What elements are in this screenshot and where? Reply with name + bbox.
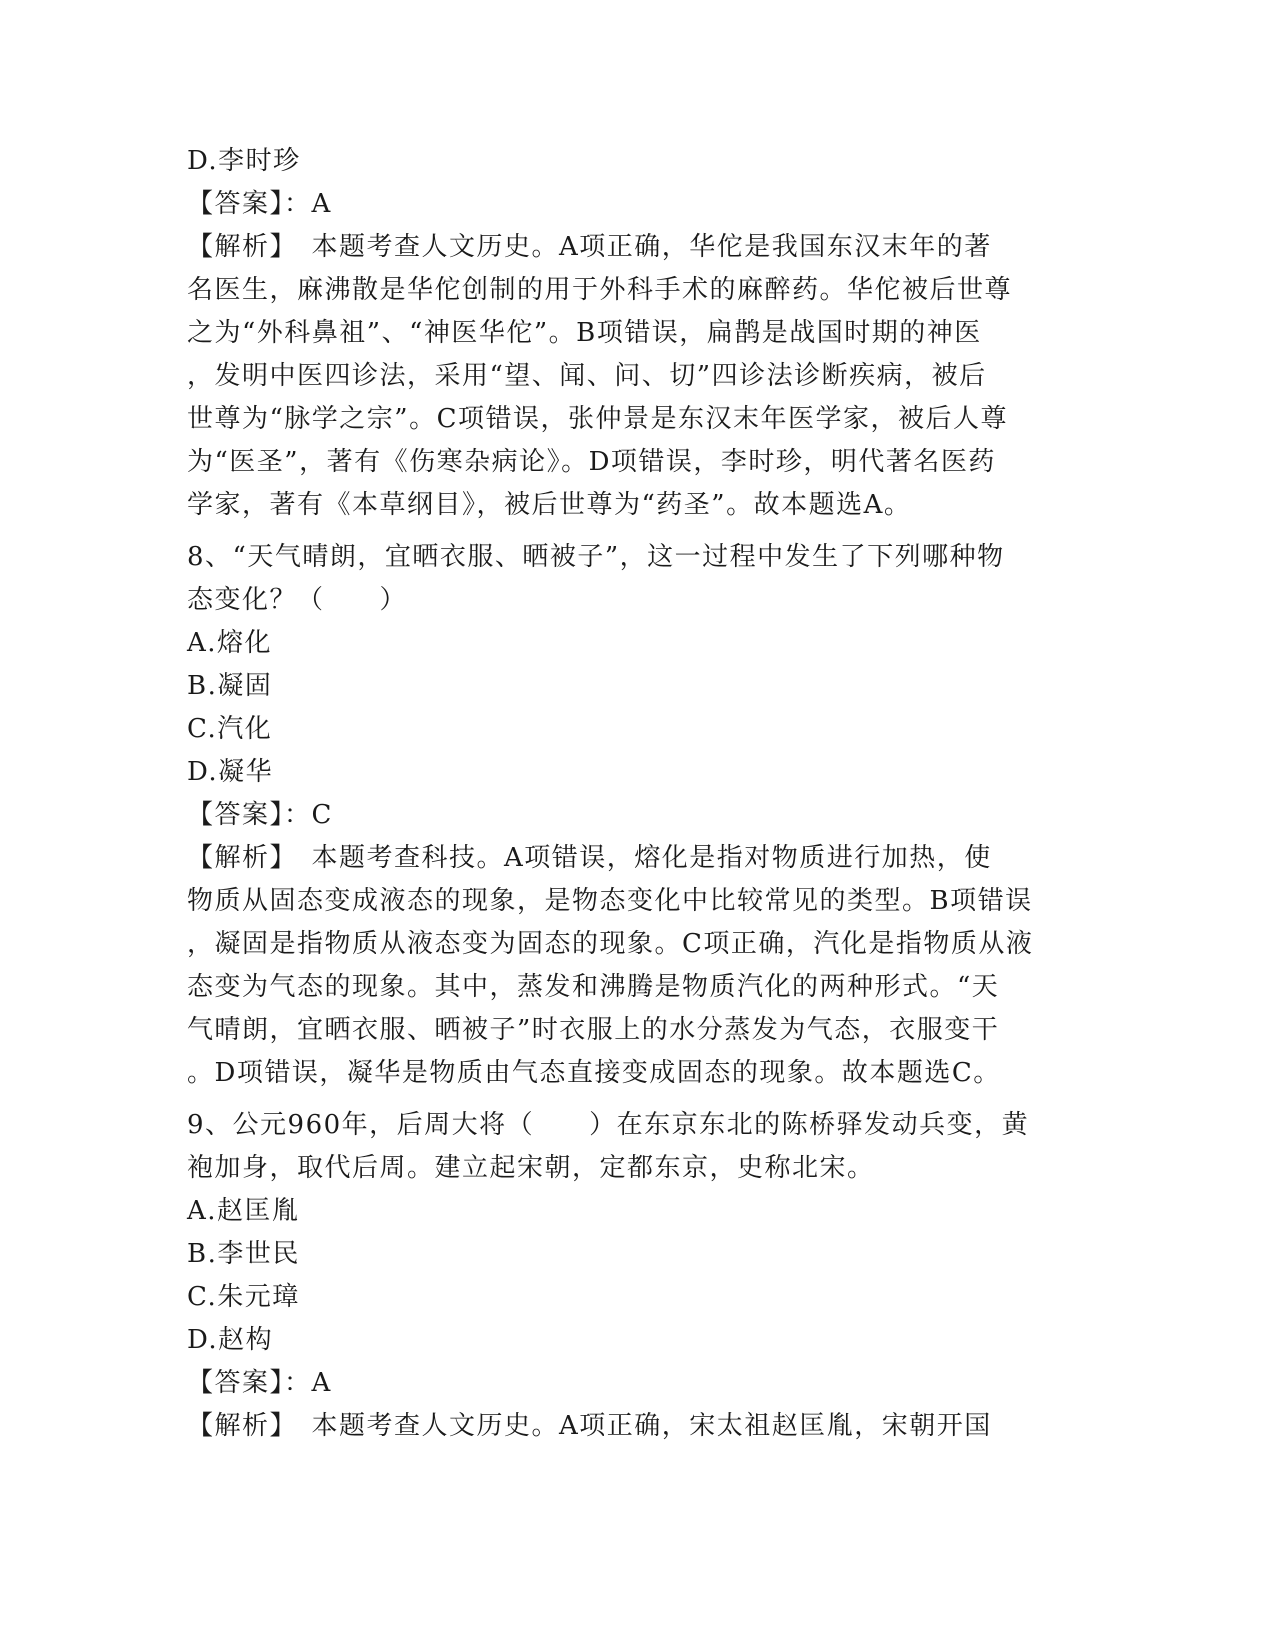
analysis-line: 。D项错误，凝华是物质由气态直接变成固态的现象。故本题选C。 <box>187 1058 1001 1088</box>
analysis-line: 学家，著有《本草纲目》，被后世尊为“药圣”。故本题选A。 <box>187 490 912 520</box>
analysis-line: 名医生，麻沸散是华佗创制的用于外科手术的麻醉药。华佗被后世尊 <box>187 275 1013 305</box>
analysis-line: 【解析】 本题考查科技。A项错误，熔化是指对物质进行加热，使 <box>187 843 992 873</box>
analysis-line: 气晴朗，宜晒衣服、晒被子”时衣服上的水分蒸发为气态，衣服变干 <box>187 1015 1000 1045</box>
option-a: A.赵匡胤 <box>187 1196 300 1226</box>
analysis-line: 态变为气态的现象。其中，蒸发和沸腾是物质汽化的两种形式。“天 <box>187 972 1000 1002</box>
question-7-tail <box>187 140 1087 527</box>
option-c: C.汽化 <box>187 714 273 744</box>
analysis-line: 【解析】 本题考查人文历史。A项正确，宋太祖赵匡胤，宋朝开国 <box>187 1411 992 1441</box>
question-text: 态变化？（ ） <box>187 585 408 615</box>
answer-line: 【答案】：C <box>187 800 333 830</box>
analysis-line: 之为“外科鼻祖”、“神医华佗”。B项错误，扁鹊是战国时期的神医 <box>187 318 982 348</box>
option-d: D.凝华 <box>187 757 274 787</box>
analysis-line: 世尊为“脉学之宗”。C项错误，张仲景是东汉末年医学家，被后人尊 <box>187 404 1008 434</box>
option-b: B.凝固 <box>187 671 273 701</box>
analysis-line: 物质从固态变成液态的现象，是物态变化中比较常见的类型。B项错误 <box>187 886 1033 916</box>
question-8 <box>187 536 1087 1095</box>
document-page <box>187 140 1087 1448</box>
answer-line: 【答案】：A <box>187 1368 332 1398</box>
question-9 <box>187 1104 1087 1448</box>
answer-line: 【答案】：A <box>187 189 332 219</box>
analysis-line: ，凝固是指物质从液态变为固态的现象。C项正确，汽化是指物质从液 <box>187 929 1034 959</box>
question-text: 9、公元960年，后周大将（ ）在东京东北的陈桥驿发动兵变，黄 <box>187 1110 1030 1140</box>
analysis-line: 为“医圣”，著有《伤寒杂病论》。D项错误，李时珍，明代著名医药 <box>187 447 996 477</box>
option-b: B.李世民 <box>187 1239 300 1269</box>
option-a: A.熔化 <box>187 628 273 658</box>
option-d: D.赵构 <box>187 1325 274 1355</box>
analysis-line: 【解析】 本题考查人文历史。A项正确，华佗是我国东汉末年的著 <box>187 232 992 262</box>
question-text: 8、“天气晴朗，宜晒衣服、晒被子”，这一过程中发生了下列哪种物 <box>187 542 1005 572</box>
analysis-line: ，发明中医四诊法，采用“望、闻、问、切”四诊法诊断疾病，被后 <box>187 361 987 391</box>
option-c: C.朱元璋 <box>187 1282 300 1312</box>
question-text: 袍加身，取代后周。建立起宋朝，定都东京，史称北宋。 <box>187 1153 875 1183</box>
option-d: D.李时珍 <box>187 146 301 176</box>
